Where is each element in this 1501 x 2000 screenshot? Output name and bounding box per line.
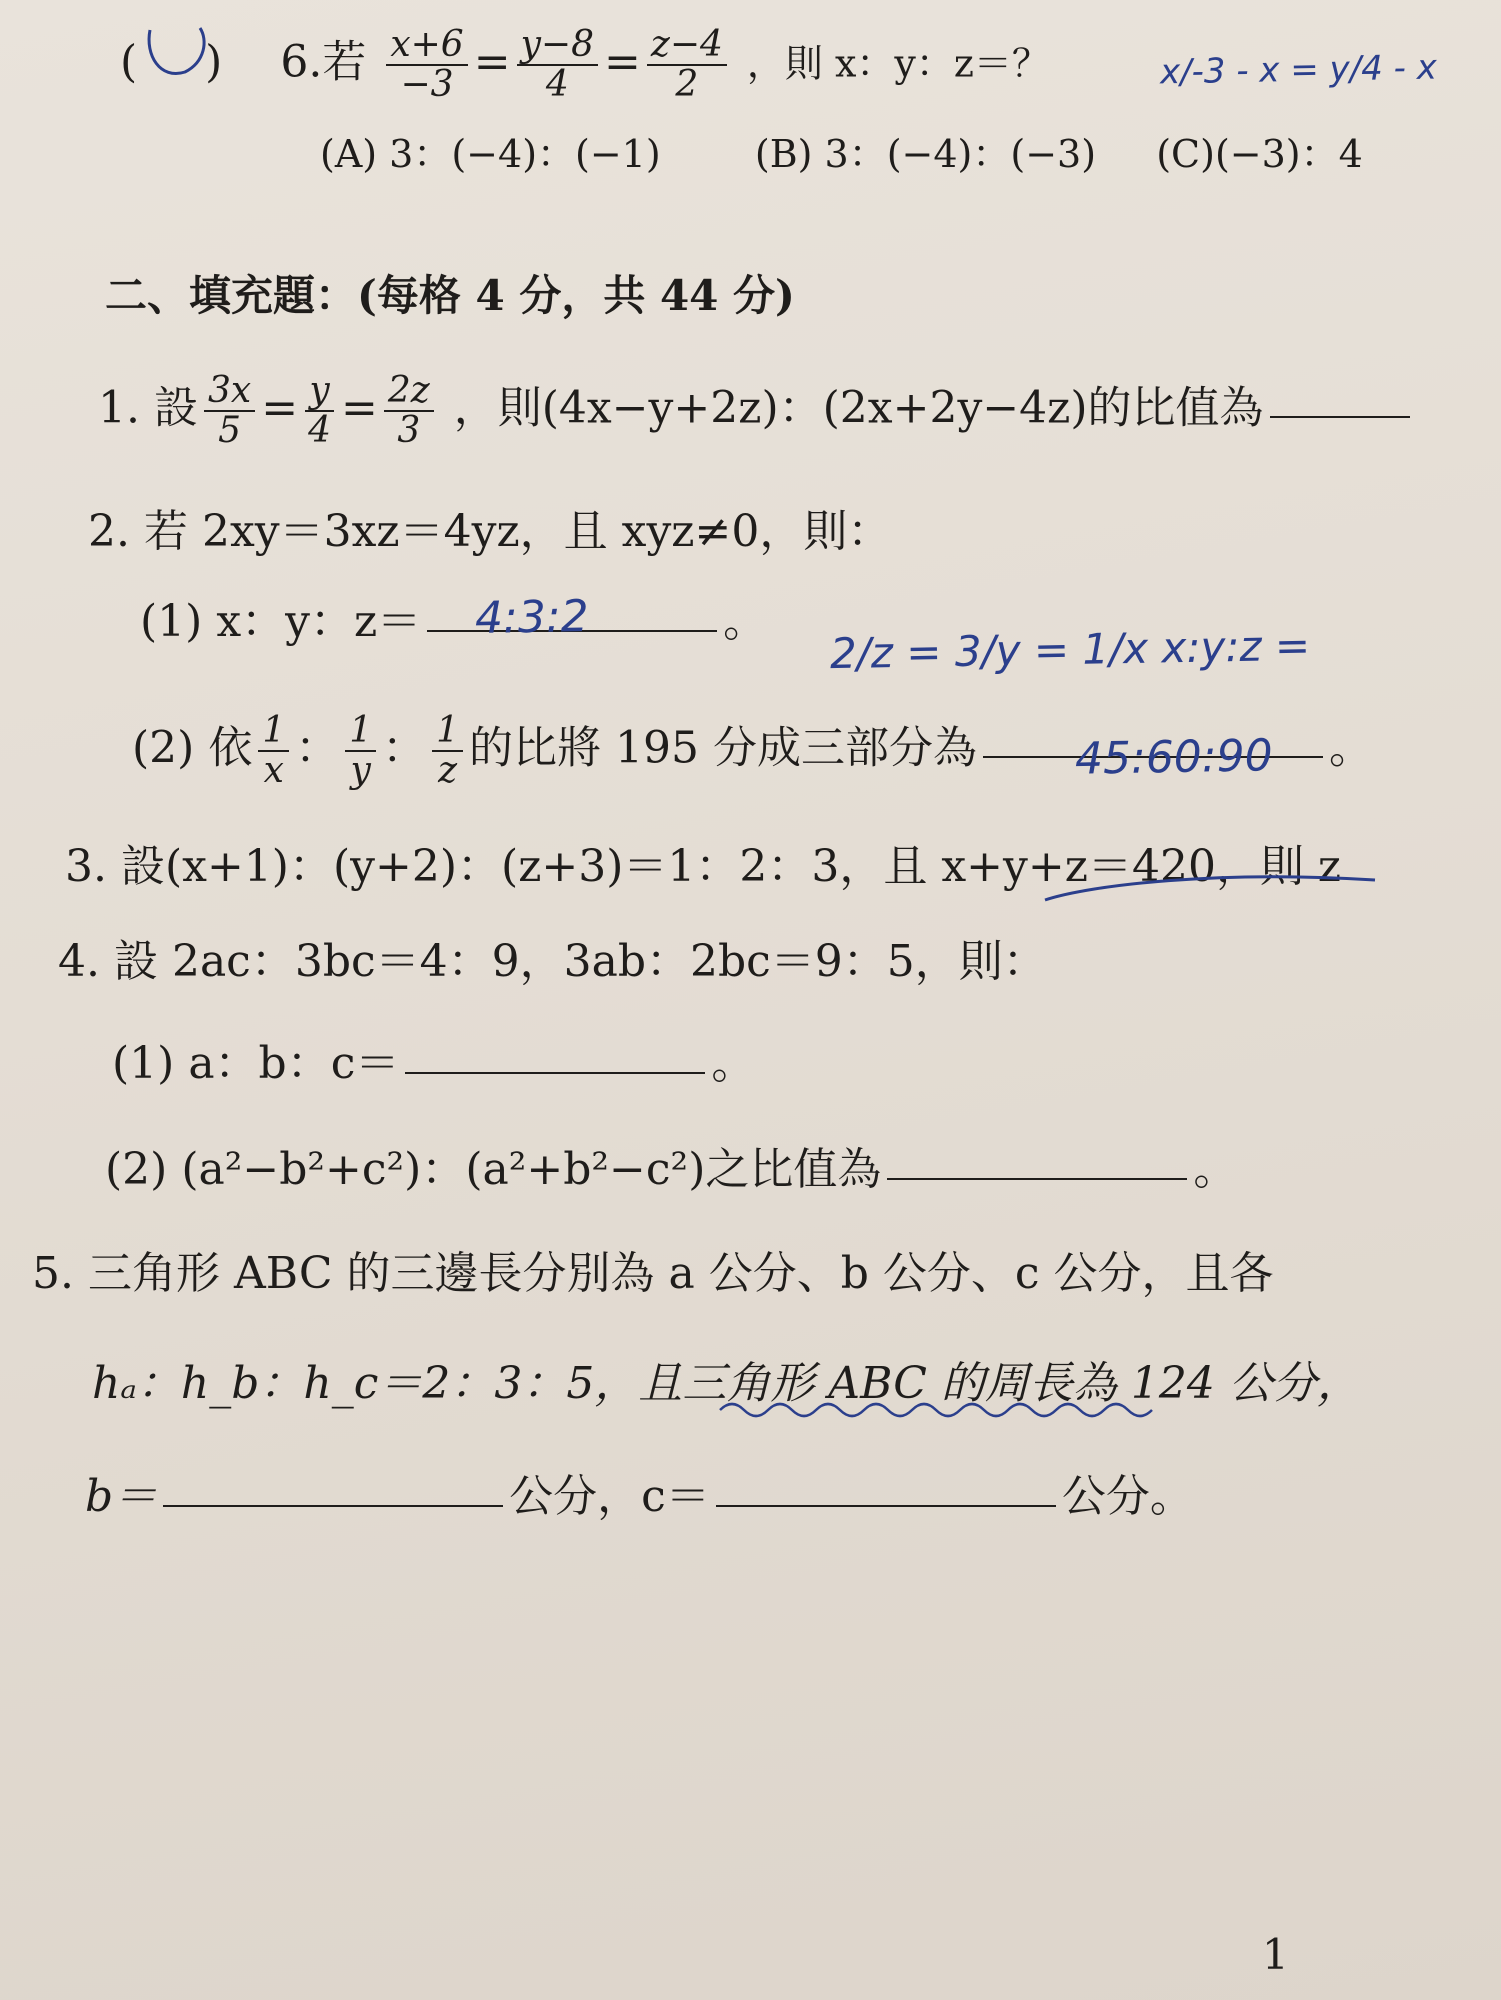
p3-underline-mark — [1045, 877, 1375, 900]
p1-fraction-3: $\frac{2z}{3}$ — [384, 372, 434, 450]
q6-fraction-3: $\frac{z-4}{2}$ — [647, 26, 727, 104]
p2-sub1-handwritten-answer: 4:3:2 — [474, 591, 590, 644]
p4-sub2-label: (2) (a²−b²+c²)：(a²+b²−c²)之比值為 — [105, 1144, 882, 1195]
p2-sub2-mid: 的比將 195 分成三部分為 — [469, 722, 977, 774]
p2-sub1-label: (1) x：y：z＝ — [140, 596, 422, 647]
p2-fraction-3: $\frac{1}{z}$ — [432, 712, 463, 790]
section-title: 二、填充題：(每格 4 分，共 44 分) — [105, 271, 795, 320]
problem-2-sub2: (2) 依 $\frac{1}{x}$ ： $\frac{1}{y}$ ： $\frac{1}{z}$ 的比將 195 分成三部分為 。 — [132, 710, 1373, 791]
q6-bracket-close: ) — [205, 36, 223, 88]
problem-4-sub2: (2) (a²−b²+c²)：(a²+b²−c²)之比值為 。 — [105, 1144, 1238, 1195]
p2-fraction-1: $\frac{1}{x}$ — [258, 712, 289, 790]
page-number: 1 — [1262, 1930, 1289, 1979]
p2-handwritten-work: 2/z = 3/y = 1/x x:y:z = — [829, 620, 1311, 679]
p2-sub2-label: (2) 依 — [132, 722, 253, 774]
p1-fraction-2: $\frac{y}{4}$ — [304, 372, 335, 450]
q6-tail: ，則 x：y：z＝？ — [746, 41, 1050, 86]
p2-sub2-handwritten-answer: 45:60:90 — [1074, 730, 1274, 785]
problem-2-sub1: (1) x：y：z＝ 。 — [140, 596, 768, 647]
problem-1-label: 1. 設 — [98, 382, 198, 434]
p4-sub1-label: (1) a：b：c＝ — [112, 1038, 400, 1089]
problem-4-stem: 4. 設 2ac：3bc＝4：9，3ab：2bc＝9：5，則： — [58, 936, 1047, 987]
problem-1: 1. 設 $\frac{3x}{5}$ = $\frac{y}{4}$ = $\frac{2z}{3}$ ，則(4x−y+2z)：(2x+2y−4z)的比值為 — [98, 372, 1416, 450]
problem-1-tail: ，則(4x−y+2z)：(2x+2y−4z)的比值為 — [453, 382, 1264, 434]
problem-2-stem: 2. 若 2xy＝3xz＝4yz，且 xyz≠0，則： — [88, 506, 892, 557]
q6-fraction-1: $\frac{x+6}{-3}$ — [386, 26, 467, 104]
q6-bracket-open: ( — [120, 36, 138, 88]
p2-fraction-2: $\frac{1}{y}$ — [345, 712, 376, 790]
p1-fraction-1: $\frac{3x}{5}$ — [204, 372, 255, 450]
p5-b-label: b＝ — [85, 1471, 158, 1522]
problem-4-sub1: (1) a：b：c＝ 。 — [112, 1038, 756, 1089]
problem-3: 3. 設(x+1)：(y+2)：(z+3)＝1：2：3，且 x+y+z＝420，則 z — [65, 841, 1342, 892]
q6-stem: ( ) 6.若 $\frac{x+6}{-3}$ = $\frac{y-8}{4}$ = $\frac{z-4}{2}$ ，則 x：y：z＝？ — [120, 24, 1050, 105]
problem-5-line-2: hₐ：h_b：h_c＝2：3：5，且三角形 ABC 的周長為 124 公分， — [92, 1358, 1361, 1409]
q6-handwritten-work: x/-3 - x = y/4 - x — [1159, 47, 1438, 93]
q6-option-c: (C)(−3)：4 — [1156, 132, 1363, 176]
p5-mid-label: 公分，c＝ — [509, 1471, 710, 1522]
q6-answer-circle-mark — [149, 28, 204, 74]
q6-prefix: 6.若 — [280, 36, 367, 88]
q6-option-a: (A) 3：(−4)：(−1) — [320, 132, 661, 176]
problem-5-line-1: 5. 三角形 ABC 的三邊長分別為 a 公分、b 公分、c 公分，且各 — [32, 1248, 1274, 1299]
p5-wavy-underline-mark — [720, 1404, 1152, 1416]
q6-fraction-2: $\frac{y-8}{4}$ — [517, 26, 598, 104]
q6-option-b: (B) 3：(−4)：(−3) — [754, 132, 1097, 176]
p5-end-label: 公分。 — [1061, 1471, 1194, 1522]
